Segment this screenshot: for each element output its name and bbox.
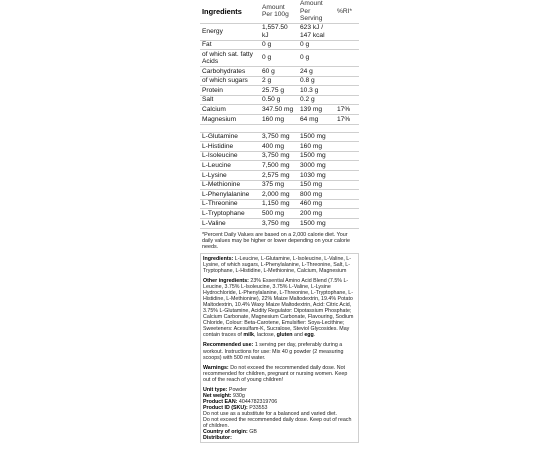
amino-per-100g: 1,150 mg — [260, 199, 298, 209]
ingredients-label: Ingredients: — [203, 255, 234, 262]
nutrition-row — [200, 115, 359, 125]
amount-per-serving: 64 mg — [298, 115, 335, 125]
amino-per-100g: 400 mg — [260, 142, 298, 152]
amino-acid-name: L-Methionine — [200, 180, 260, 190]
nutrient-name: Salt — [200, 95, 260, 105]
ri-percent: 17% — [335, 105, 359, 115]
amino-acid-name: L-Tryptophane — [200, 209, 260, 219]
amino-per-100g: 500 mg — [260, 209, 298, 219]
amino-acid-row — [200, 209, 359, 219]
amino-ri — [335, 171, 359, 181]
country-of-origin-label: Country of origin: — [203, 429, 248, 436]
allergen-egg: egg — [304, 332, 314, 339]
amino-per-100g: 3,750 mg — [260, 219, 298, 229]
recommended-use-label: Recommended use: — [203, 342, 254, 349]
unit-type-value: Powder — [228, 386, 247, 393]
nutrient-name: Calcium — [200, 105, 260, 115]
amino-acid-row — [200, 171, 359, 181]
recommended-use-text: 1 serving per day, preferably during a workout. Instructions for use: Mix 40 g powder (2 measuring scoops) with 500 ml water. — [203, 342, 344, 361]
amino-acid-row — [200, 151, 359, 161]
nutrition-row — [200, 105, 359, 115]
nutrition-table — [200, 0, 359, 125]
daily-value-footnote: *Percent Daily Values are based on a 2,000 calorie diet. Your daily values may be higher or lower depending on your calorie needs. — [202, 231, 351, 250]
other-ingredients-paragraph — [203, 278, 356, 338]
nutrient-name: Fat — [200, 40, 260, 50]
ri-percent — [335, 86, 359, 96]
nutrition-row — [200, 23, 359, 40]
amount-per-serving: 0 g — [298, 50, 335, 67]
amino-acid-name: L-Threonine — [200, 199, 260, 209]
ri-percent — [335, 95, 359, 105]
amino-ri — [335, 199, 359, 209]
amount-per-100g: 2 g — [260, 76, 298, 86]
ri-percent: 17% — [335, 115, 359, 125]
amino-per-100g: 2,575 mg — [260, 171, 298, 181]
nutrient-name: Protein — [200, 86, 260, 96]
net-weight-value: 930g — [233, 392, 245, 399]
ingredients-paragraph — [203, 256, 356, 274]
amino-per-serving: 160 mg — [298, 142, 335, 152]
amount-per-serving: 623 kJ / 147 kcal — [298, 23, 335, 40]
product-info-panel — [200, 0, 359, 443]
header-per-serving: Amount Per Serving — [298, 0, 335, 23]
warnings-paragraph — [203, 365, 356, 383]
amino-per-serving: 800 mg — [298, 190, 335, 200]
amino-per-serving: 3000 mg — [298, 161, 335, 171]
amino-acid-name: L-Phenylalanine — [200, 190, 260, 200]
amount-per-100g: 347.50 mg — [260, 105, 298, 115]
amount-per-100g: 25.75 g — [260, 86, 298, 96]
amino-ri — [335, 132, 359, 142]
amount-per-100g: 1,557.50 kJ — [260, 23, 298, 40]
amino-acid-table — [200, 132, 359, 229]
amino-acid-name: L-Valine — [200, 219, 260, 229]
amino-ri — [335, 219, 359, 229]
allergen-milk: milk — [243, 332, 254, 339]
product-sku-value: P33553 — [249, 404, 268, 411]
amino-ri — [335, 151, 359, 161]
amino-ri — [335, 161, 359, 171]
allergen-end: . — [313, 332, 316, 339]
allergen-and: and — [294, 332, 303, 339]
amino-per-serving: 1500 mg — [298, 219, 335, 229]
nutrition-row — [200, 67, 359, 77]
header-ri: %RI* — [335, 0, 359, 23]
country-of-origin-value: GB — [249, 429, 257, 436]
nutrition-row — [200, 40, 359, 50]
amino-acid-row — [200, 132, 359, 142]
amino-per-serving: 1500 mg — [298, 151, 335, 161]
amount-per-100g: 60 g — [260, 67, 298, 77]
amino-acid-row — [200, 199, 359, 209]
amino-per-100g: 2,000 mg — [260, 190, 298, 200]
amino-acid-name: L-Histidine — [200, 142, 260, 152]
amino-acid-name: L-Lysine — [200, 171, 260, 181]
amino-ri — [335, 209, 359, 219]
amount-per-100g: 0 g — [260, 50, 298, 67]
amino-acid-name: L-Glutamine — [200, 132, 260, 142]
nutrient-name: Carbohydrates — [200, 67, 260, 77]
recommended-use-paragraph — [203, 342, 356, 360]
notice-line-2: Do not exceed the recommended daily dose. Keep out of reach of children. — [203, 417, 352, 430]
amino-per-serving: 1500 mg — [298, 132, 335, 142]
distributor-line — [203, 435, 356, 441]
amino-ri — [335, 180, 359, 190]
amount-per-serving: 10.3 g — [298, 86, 335, 96]
distributor-label: Distributor: — [203, 435, 232, 442]
amino-acid-name: L-Leucine — [200, 161, 260, 171]
amino-acid-row — [200, 190, 359, 200]
nutrient-name: Magnesium — [200, 115, 260, 125]
ri-percent — [335, 76, 359, 86]
nutrient-name: of which sat. fatty Acids — [200, 50, 260, 67]
amino-acid-name: L-Isoleucine — [200, 151, 260, 161]
ri-percent — [335, 67, 359, 77]
allergen-lactose: , lactose, — [253, 332, 276, 339]
nutrition-row — [200, 50, 359, 67]
amino-per-100g: 3,750 mg — [260, 132, 298, 142]
amino-acid-row — [200, 219, 359, 229]
amount-per-100g: 0.50 g — [260, 95, 298, 105]
allergen-gluten: gluten — [276, 332, 293, 339]
nutrition-row — [200, 86, 359, 96]
amino-ri — [335, 142, 359, 152]
other-ingredients-label: Other ingredients: — [203, 278, 249, 285]
nutrition-row — [200, 76, 359, 86]
product-ean-value: 4044782319706 — [238, 398, 278, 405]
amount-per-100g: 160 mg — [260, 115, 298, 125]
nutrition-header-row — [200, 0, 359, 23]
amino-per-serving: 200 mg — [298, 209, 335, 219]
warnings-text: Do not exceed the recommended daily dose. Not recommended for children, pregnant or nursing women. Keep out of the reach of young children! — [203, 364, 348, 383]
amount-per-serving: 24 g — [298, 67, 335, 77]
amino-acid-row — [200, 142, 359, 152]
other-ingredients-text: 23% Essential Amino Acid Blend (7.5% L-Leucine, 3.75% L-Isoleucine, 3.75% L-Valine, L-Lysine Hydrochloride, L-Phenylalanine, L-Threonine, L-Tryptophane, L-Histidine, L-Methionine), 22% Maize Maltodextrin, 19.4% Potato Maltodextrin, 10.4% Waxy Maize Maltodextrin, Acid: Citric Acid, 3.75% L-Glutamine, Acidity Regulator: Dipotassium Phosphate; Calcium Carbonate, Magnesium Carbonate, Flavouring, Sodium Chloride, Colour: Beta-Carotene, Emulsifier: Soya-Lecithine; Sweeteners: Acesulfam-K, Sucralose, Steviol Glycosides. May contain traces of — [203, 278, 354, 339]
ingredients-info-box — [200, 253, 359, 443]
unit-type-label: Unit type: — [203, 386, 228, 393]
net-weight-label: Net weight: — [203, 392, 232, 399]
amino-per-100g: 3,750 mg — [260, 151, 298, 161]
amino-ri — [335, 190, 359, 200]
amount-per-serving: 0.2 g — [298, 95, 335, 105]
amino-acid-row — [200, 180, 359, 190]
ingredients-text: L-Leucine, L-Glutamine, L-Isoleucine, L-Valine, L-Lysine, of which sugars, L-Phenylalanine, L-Threonine, Salt, L-Tryptophane, L-Histidine, L-Methionine, Calcium, Magnesium — [203, 255, 351, 274]
amino-per-serving: 150 mg — [298, 180, 335, 190]
amino-per-100g: 375 mg — [260, 180, 298, 190]
amino-per-100g: 7,500 mg — [260, 161, 298, 171]
nutrition-row — [200, 95, 359, 105]
amount-per-100g: 0 g — [260, 40, 298, 50]
amount-per-serving: 0 g — [298, 40, 335, 50]
ri-percent — [335, 50, 359, 67]
notice-line-1: Do not use as a substitute for a balanced and varied diet. — [203, 410, 337, 417]
amino-per-serving: 460 mg — [298, 199, 335, 209]
product-ean-label: Product EAN: — [203, 398, 238, 405]
amount-per-serving: 139 mg — [298, 105, 335, 115]
header-ingredients: Ingredients — [200, 0, 260, 23]
warnings-label: Warnings: — [203, 364, 229, 371]
product-sku-label: Product ID (SKU): — [203, 404, 248, 411]
ri-percent — [335, 23, 359, 40]
amount-per-serving: 0.8 g — [298, 76, 335, 86]
nutrient-name: Energy — [200, 23, 260, 40]
ri-percent — [335, 40, 359, 50]
amino-per-serving: 1030 mg — [298, 171, 335, 181]
header-per-100g: Amount Per 100g — [260, 0, 298, 23]
nutrient-name: of which sugars — [200, 76, 260, 86]
amino-acid-row — [200, 161, 359, 171]
